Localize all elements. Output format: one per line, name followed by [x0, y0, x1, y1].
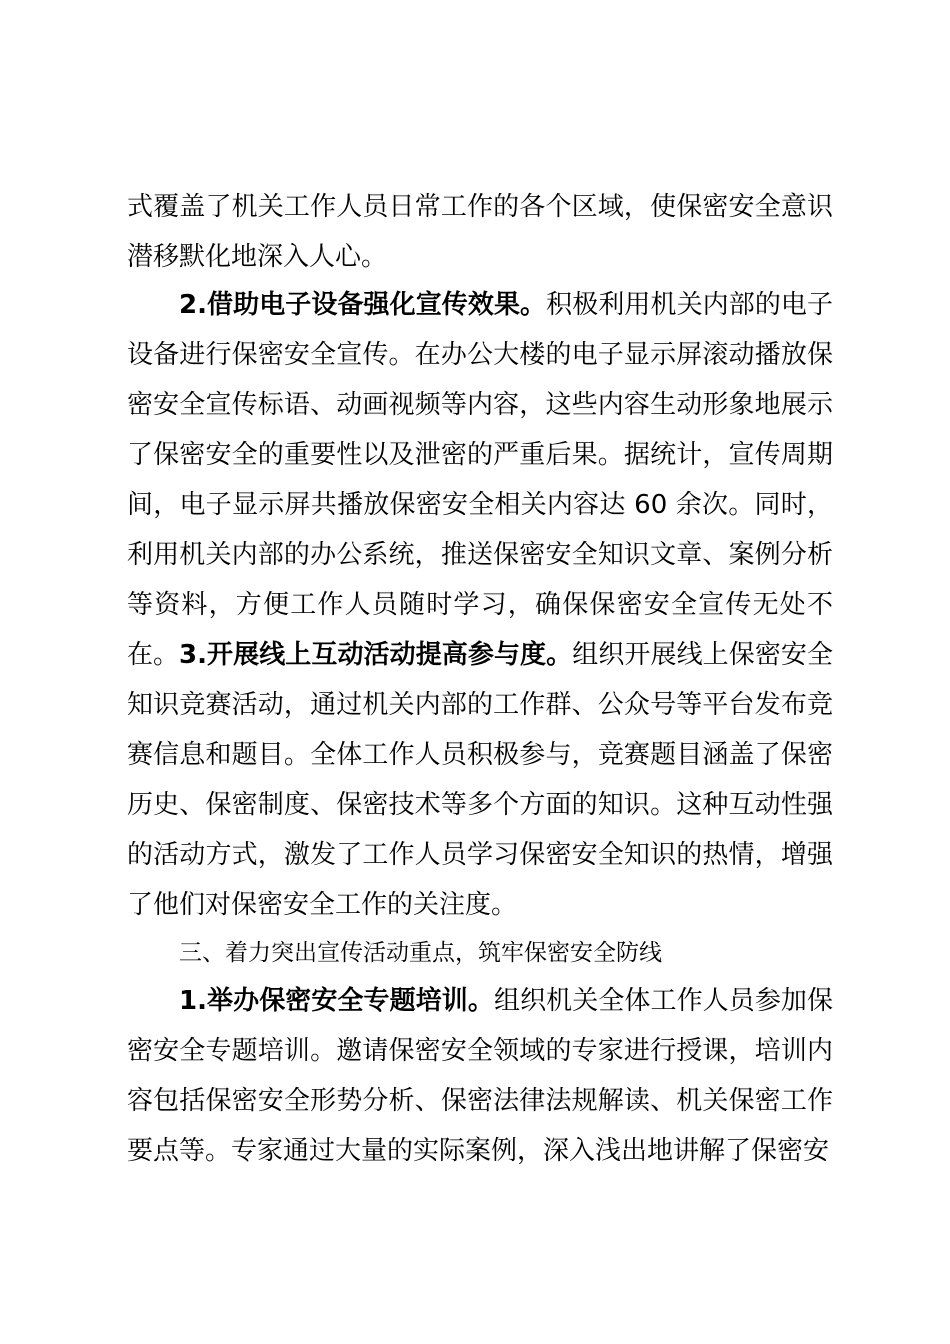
section-heading: 三、着力突出宣传活动重点，筑牢保密安全防线 — [179, 940, 662, 966]
paragraph-lead-heading: 3.开展线上互动活动提高参与度。 — [179, 640, 573, 670]
paragraph-text: 式覆盖了机关工作人员日常工作的各个区域，使保密安全意识潜移默化地深入人心。 — [127, 192, 833, 272]
paragraph-body: 组织开展线上保密安全知识竞赛活动，通过机关内部的工作群、公众号等平台发布竞赛信息和题目。全体工作人员积极参与，竞赛题目涵盖了保密历史、保密制度、保密技术等多个方面的知识。这种互动性强的活动方式，激发了工作人员学习保密安全知识的热情，增强了他们对保密安全工作的关注度。 — [127, 640, 833, 920]
paragraph-online-activities — [127, 630, 833, 930]
paragraph-body: 组织机关全体工作人员参加保密安全专题培训。邀请保密安全领域的专家进行授课，培训内容包括保密安全形势分析、保密法律法规解读、机关保密工作要点等。专家通过大量的实际案例，深入浅出地讲解了保密安 — [127, 986, 833, 1166]
paragraph-continuation — [127, 182, 833, 282]
paragraph-electronic-devices — [127, 280, 833, 680]
paragraph-special-training — [127, 976, 833, 1176]
paragraph-lead-heading: 1.举办保密安全专题培训。 — [179, 986, 494, 1016]
paragraph-lead-heading: 2.借助电子设备强化宣传效果。 — [179, 290, 547, 320]
section-heading-block — [127, 928, 833, 978]
paragraph-body: 积极利用机关内部的电子设备进行保密安全宣传。在办公大楼的电子显示屏滚动播放保密安全宣传标语、动画视频等内容，这些内容生动形象地展示了保密安全的重要性以及泄密的严重后果。据统计，宣传周期间，电子显示屏共播放保密安全相关内容达 60 余次。同时，利用机关内部的办公系统，推送保密安全知识文章、案例分析等资料，方便工作人员随时学习，确保保密安全宣传无处不在。 — [127, 290, 833, 670]
